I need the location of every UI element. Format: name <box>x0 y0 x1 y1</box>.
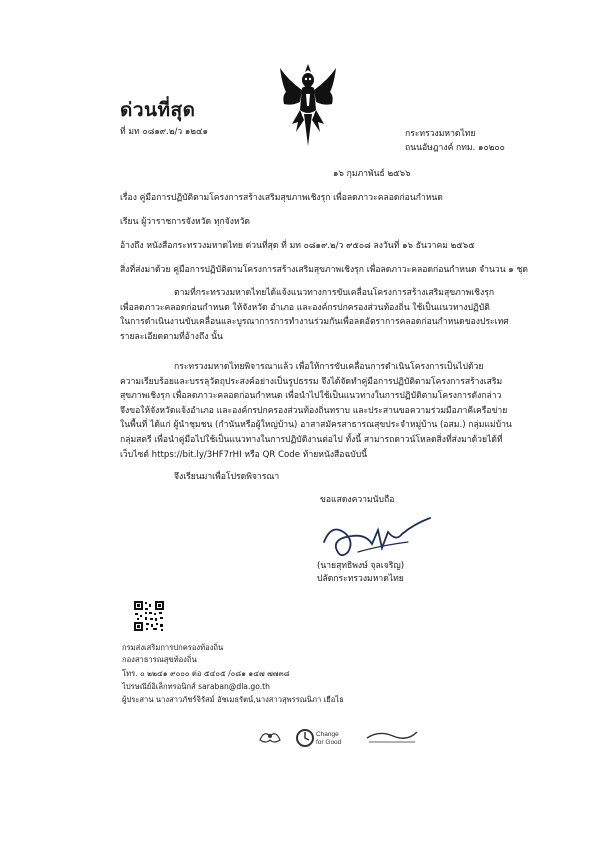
ministry-name: กระทรวงมหาดไทย <box>405 129 476 139</box>
paragraph-line: ตามที่กระทรวงมหาดไทยได้แจ้งแนวทางการขับเคลื่อนโครงการสร้างเสริมสุขภาพเชิงรุก <box>174 288 495 298</box>
signature <box>318 512 438 564</box>
paragraph-line: เพื่อลดภาวะคลอดก่อนกำหนด ให้จังหวัด อำเภอ และองค์กรปกครองส่วนท้องถิ่น ใช้เป็นแนวทางปฏิบัติ <box>120 302 490 313</box>
salutation-line: เรียน ผู้ว่าราชการจังหวัด ทุกจังหวัด <box>120 217 251 227</box>
paragraph-line: จึงขอให้จังหวัดแจ้งอำเภอ และองค์กรปกครองส่วนท้องถิ่นทราบ และประสานขอความร่วมมือภาคีเครือข่าย <box>120 405 508 416</box>
footer-division: กองสาธารณสุขท้องถิ่น <box>122 655 197 664</box>
enclosure-line: สิ่งที่ส่งมาด้วย คู่มือการปฏิบัติตามโครงการสร้างเสริมสุขภาพเชิงรุก เพื่อลดภาวะคลอดก่อนกำหนด จำนวน ๑ ชุด <box>120 265 528 275</box>
thai-slogan-logo <box>363 728 421 746</box>
footer-department: กรมส่งเสริมการปกครองท้องถิ่น <box>122 643 224 652</box>
regards-line: ขอแสดงความนับถือ <box>320 495 395 505</box>
paragraph-line: ความเรียบร้อยและบรรลุวัตถุประสงค์อย่างเป็นรูปธรรม จึงได้จัดทำคู่มือการปฏิบัติตามโครงการสร้างเสริม <box>120 376 503 387</box>
closing-line: จึงเรียนมาเพื่อโปรดพิจารณา <box>174 472 280 482</box>
paragraph-line: ในการดำเนินงานขับเคลื่อนและบูรณาการการทำงานร่วมกันเพื่อลดอัตราการคลอดก่อนกำหนดของประเทศ <box>120 317 509 328</box>
paragraph-line: สุขภาพเชิงรุก เพื่อลดภาวะคลอดก่อนกำหนด เพื่อนำไปใช้เป็นแนวทางในการปฏิบัติตามโครงการดังกล่าว <box>120 391 502 402</box>
paragraph-line: กระทรวงมหาดไทยพิจารณาแล้ว เพื่อให้การขับเคลื่อนการดำเนินโครงการเป็นไปด้วย <box>174 362 484 372</box>
svg-text:Change: Change <box>316 731 339 738</box>
paragraph-1 <box>120 286 509 344</box>
change-for-good-logo <box>296 727 354 749</box>
paragraph-line: กลุ่มสตรี เพื่อนำคู่มือไปใช้เป็นแนวทางในการปฏิบัติงานต่อไป ทั้งนี้ สามารถดาวน์โหลดสิ่งที่ส่งมาด้วยได้ที่ <box>120 434 503 445</box>
subject-line: เรื่อง คู่มือการปฏิบัติตามโครงการสร้างเสริมสุขภาพเชิงรุก เพื่อลดภาวะคลอดก่อนกำหนด <box>120 193 443 203</box>
qr-code-icon <box>133 600 165 632</box>
reference-line: อ้างถึง หนังสือกระทรวงมหาดไทย ด่วนที่สุด ที่ มท ๐๘๑๙.๒/ว ๙๕๐๘ ลงวันที่ ๑๖ ธันวาคม ๒๕๖๕ <box>120 241 475 251</box>
urgent-stamp: ด่วนที่สุด <box>120 99 196 121</box>
garuda-emblem-icon <box>278 62 338 148</box>
ministry-logo-icon <box>258 728 282 746</box>
document-number: ที่ มท ๐๘๑๙.๒/ว ๑๒๔๑ <box>120 127 209 137</box>
footer-email: ไปรษณีย์อิเล็กทรอนิกส์ saraban@dla.go.th <box>122 682 270 691</box>
paragraph-2 <box>120 360 512 462</box>
signer-title: ปลัดกระทรวงมหาดไทย <box>317 574 404 584</box>
paragraph-line: รายละเอียดตามที่อ้างถึง นั้น <box>120 331 223 342</box>
ministry-address: ถนนอัษฎางค์ กทม. ๑๐๒๐๐ <box>405 143 505 153</box>
document-date: ๑๖ กุมภาพันธ์ ๒๕๖๖ <box>333 169 411 179</box>
footer-phone: โทร. ๐ ๒๒๔๑ ๙๐๐๐ ต่อ ๕๔๐๕ /๐๘๑ ๑๔๗ ๗๗๓๘ <box>122 669 290 678</box>
footer-coordinator: ผู้ประสาน นางสาวภัชร์จิรัสม์ อัชเมธรัตน์,นางสาวสุพรรณนิภา เยือไธ <box>122 695 344 704</box>
paragraph-line: ในพื้นที่ ได้แก่ ผู้นำชุมชน (กำนันหรือผู้ใหญ่บ้าน) อาสาสมัครสาธารณสุขประจำหมู่บ้าน (อสม.) กลุ่มแม่บ้าน <box>120 420 512 431</box>
signer-name: (นายสุทธิพงษ์ จุลเจริญ) <box>317 561 405 571</box>
paragraph-line: เว็บไซต์ https://bit.ly/3HF7rHI หรือ QR Code ท้ายหนังสือฉบับนี้ <box>120 449 368 460</box>
svg-text:for Good: for Good <box>316 739 342 746</box>
